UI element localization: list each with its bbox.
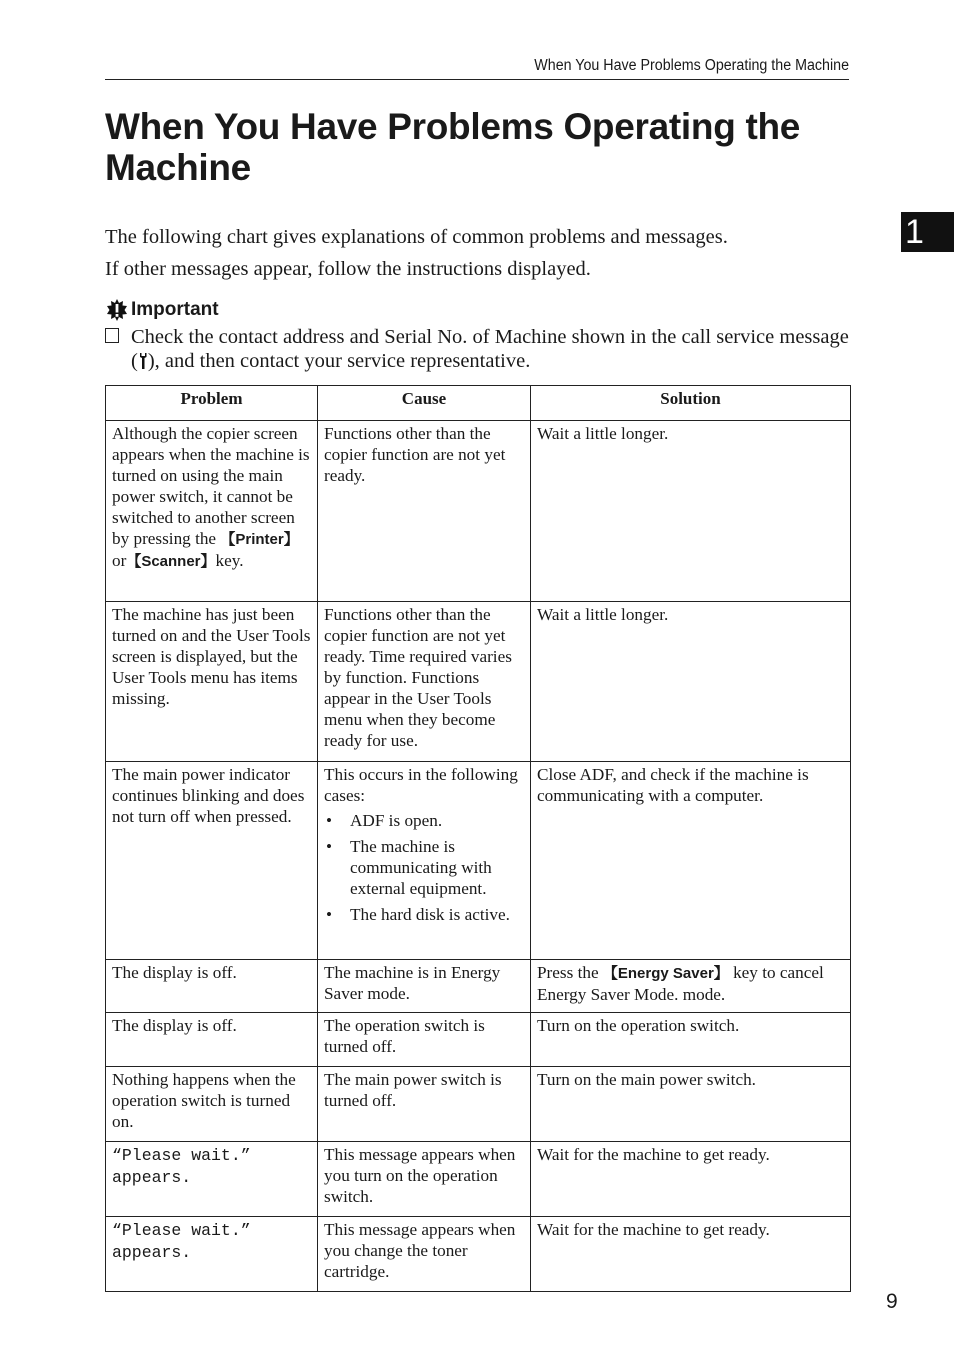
table-row [106,1067,851,1142]
list-item: • ADF is open. [324,810,524,831]
problem-text: appears. [112,1243,192,1262]
problem-cell [106,1142,318,1217]
problem-text: appears. [112,1168,192,1187]
important-text-after: ), and then contact your service representative. [147,350,531,372]
problem-cell: Nothing happens when the operation switch is turned on. [106,1067,318,1142]
important-icon [105,298,129,322]
column-header-problem: Problem [106,386,318,421]
cause-cell: The main power switch is turned off. [318,1067,531,1142]
table-row [106,421,851,602]
problem-cell [106,421,318,602]
checkbox-bullet-icon [105,328,119,343]
important-heading [105,297,219,323]
cause-text: This occurs in the following cases: [324,765,518,805]
table-header-row [106,386,851,421]
intro-line2: If other messages appear, follow the instructions displayed. [105,258,591,280]
problem-cell: The display is off. [106,1013,318,1067]
solution-cell: Close ADF, and check if the machine is communicating with a computer. [531,762,851,960]
column-header-solution: Solution [531,386,851,421]
table-row [106,1142,851,1217]
cause-cell: The machine is in Energy Saver mode. [318,960,531,1013]
printer-key: 【Printer】 [220,531,299,548]
cause-cell: This message appears when you change the toner cartridge. [318,1217,531,1292]
table-row [106,1013,851,1067]
cause-cell: Functions other than the copier function are not yet ready. [318,421,531,602]
important-text-before: Check the contact address and Serial No. of Machine shown in the call service message ( [131,326,849,372]
solution-suffix: key to cancel Energy Saver Mode. mode. [537,963,824,1004]
key-suffix: key. [215,551,244,570]
solution-prefix: Press the [537,963,599,982]
table-row [106,960,851,1013]
running-header: When You Have Problems Operating the Machine [534,57,849,74]
message-text: “Please wait.” [112,1146,251,1165]
header-rule [105,79,849,80]
cause-cell: The operation switch is turned off. [318,1013,531,1067]
or-text: or [112,551,127,570]
page-title-line2: Machine [105,147,251,188]
solution-cell [531,960,851,1013]
column-header-cause: Cause [318,386,531,421]
wrench-icon [138,352,148,370]
problem-cell: The machine has just been turned on and the User Tools screen is displayed, but the User Tools menu has items missing. [106,602,318,762]
important-note [105,325,855,373]
cause-cell [318,762,531,960]
problem-cell [106,1217,318,1292]
table-row [106,1217,851,1292]
page-title-line1: When You Have Problems Operating the [105,106,801,147]
cause-cell: Functions other than the copier function are not yet ready. Time required varies by function. Functions appear in the User Tools menu when they become ready for use. [318,602,531,762]
important-text [105,325,855,373]
cause-cell: This message appears when you turn on the operation switch. [318,1142,531,1217]
page-title [105,106,865,188]
intro-line1: The following chart gives explanations of common problems and messages. [105,226,728,248]
problem-text: Although the copier screen appears when the machine is turned on using the main power switch, it cannot be switched to another screen by pressing the [112,424,310,548]
solution-cell: Wait a little longer. [531,602,851,762]
table-row [106,762,851,960]
important-label: Important [131,299,219,320]
list-item: • The machine is communicating with external equipment. [324,836,524,899]
page-number: 9 [886,1290,898,1313]
table-row [106,602,851,762]
solution-cell: Turn on the operation switch. [531,1013,851,1067]
cause-bullet-list [324,810,524,925]
scanner-key: 【Scanner】 [126,553,216,570]
list-item: • The hard disk is active. [324,904,524,925]
chapter-tab: 1 [901,212,954,252]
solution-cell: Turn on the main power switch. [531,1067,851,1142]
problem-cell: The main power indicator continues blinking and does not turn off when pressed. [106,762,318,960]
problem-cell: The display is off. [106,960,318,1013]
message-text: “Please wait.” [112,1221,251,1240]
solution-cell: Wait a little longer. [531,421,851,602]
troubleshooting-table [105,385,851,1292]
solution-cell: Wait for the machine to get ready. [531,1142,851,1217]
solution-cell: Wait for the machine to get ready. [531,1217,851,1292]
energy-saver-key: 【Energy Saver】 [602,965,729,982]
